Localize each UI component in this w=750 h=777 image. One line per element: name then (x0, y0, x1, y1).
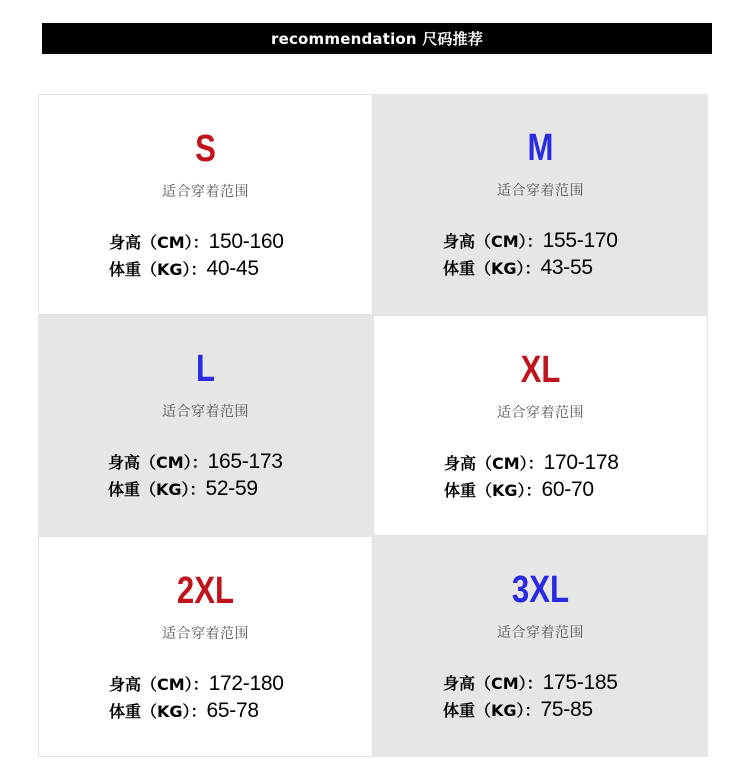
weight-label: 体重（KG）： (443, 259, 541, 278)
weight-value: 40-45 (206, 257, 259, 280)
height-label: 身高（CM）： (109, 233, 209, 252)
weight-label: 体重（KG）： (443, 701, 541, 720)
header-bar (42, 23, 712, 54)
size-card-2xl (38, 536, 373, 757)
height-label: 身高（CM）： (443, 232, 543, 251)
spec-block (444, 450, 619, 504)
weight-value: 52-59 (205, 477, 258, 500)
height-value: 155-170 (542, 229, 618, 252)
fit-range-text: 适合穿着范围 (497, 405, 584, 421)
height-label: 身高（CM）： (109, 675, 209, 694)
fit-range-text: 适合穿着范围 (497, 625, 584, 641)
size-label: 2XL (176, 570, 235, 612)
size-card-xl (373, 315, 708, 536)
height-value: 150-160 (208, 230, 284, 253)
fit-range-text: 适合穿着范围 (162, 184, 249, 200)
height-row (444, 450, 619, 477)
height-row (443, 228, 618, 255)
height-row (109, 229, 284, 256)
weight-row (108, 476, 283, 503)
weight-row (443, 255, 618, 282)
size-label: M (527, 127, 554, 169)
size-grid (38, 94, 708, 756)
size-label: 3XL (511, 569, 570, 611)
weight-value: 75-85 (540, 698, 593, 721)
size-card-s (38, 94, 373, 315)
weight-row (443, 697, 618, 724)
weight-label: 体重（KG）： (109, 702, 207, 721)
spec-block (109, 671, 284, 725)
weight-row (444, 477, 619, 504)
spec-block (108, 449, 283, 503)
weight-label: 体重（KG）： (109, 260, 207, 279)
size-label: S (195, 128, 216, 170)
height-value: 172-180 (208, 672, 284, 695)
weight-row (109, 256, 284, 283)
spec-block (443, 670, 618, 724)
height-label: 身高（CM）： (443, 674, 543, 693)
weight-value: 65-78 (206, 699, 259, 722)
height-row (109, 671, 284, 698)
size-label: XL (520, 349, 561, 391)
header-title: recommendation 尺码推荐 (270, 30, 484, 48)
weight-value: 60-70 (541, 478, 594, 501)
height-value: 165-173 (207, 450, 283, 473)
size-label: L (195, 348, 216, 390)
fit-range-text: 适合穿着范围 (162, 626, 249, 642)
spec-block (443, 228, 618, 282)
size-card-3xl (373, 536, 708, 757)
weight-label: 体重（KG）： (444, 481, 542, 500)
weight-value: 43-55 (540, 256, 593, 279)
fit-range-text: 适合穿着范围 (497, 183, 584, 199)
height-row (443, 670, 618, 697)
height-label: 身高（CM）： (444, 454, 544, 473)
height-row (108, 449, 283, 476)
size-card-l (38, 315, 373, 536)
fit-range-text: 适合穿着范围 (162, 404, 249, 420)
height-value: 175-185 (542, 671, 618, 694)
weight-label: 体重（KG）： (108, 480, 206, 499)
spec-block (109, 229, 284, 283)
height-value: 170-178 (543, 451, 619, 474)
weight-row (109, 698, 284, 725)
height-label: 身高（CM）： (108, 453, 208, 472)
size-card-m (373, 94, 708, 315)
